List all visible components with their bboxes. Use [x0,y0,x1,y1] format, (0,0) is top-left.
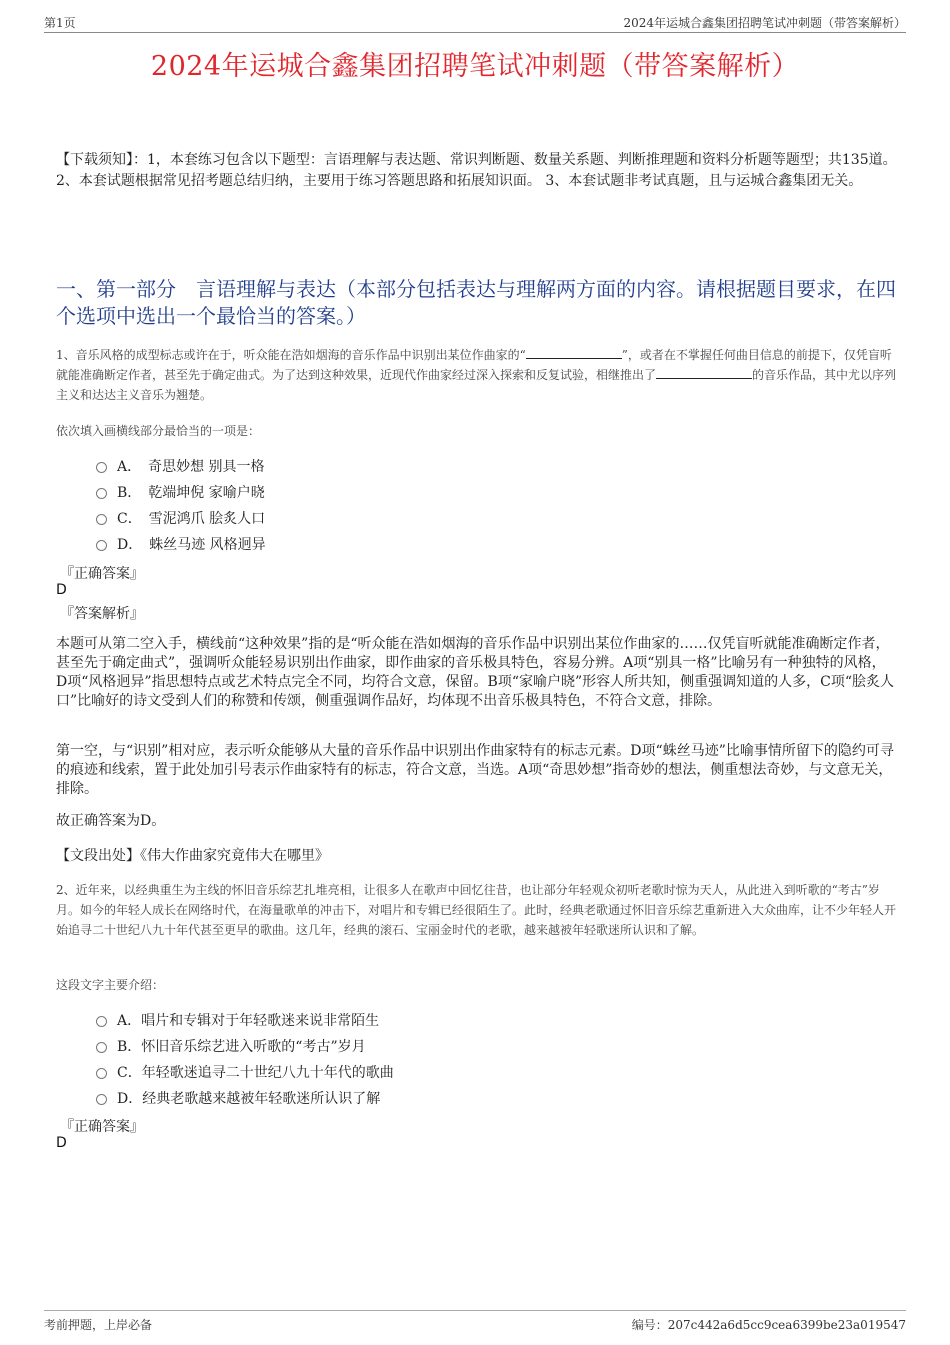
blank-2 [656,366,752,379]
radio-icon[interactable] [96,1094,107,1105]
option-label: D．经典老歌越来越被年轻歌迷所认识了解 [117,1091,381,1107]
footer-serial-number: 编号：207c442a6d5cc9cea6399be23a019547 [631,1318,906,1332]
radio-icon[interactable] [96,540,107,551]
question-1-option-a[interactable] [96,453,796,479]
question-1-analysis-paragraph-2: 第一空，与“识别”相对应，表示听众能够从大量的音乐作品中识别出作曲家特有的标志元素。D项“蛛丝马迹”比喻事情所留下的隐约可寻的痕迹和线索，置于此处加引号表示作曲家特有的标志，符合文意，当选。A项“奇思妙想”指奇妙的想法，侧重想法奇妙，与文意无关，排除。 [56,743,894,797]
radio-icon[interactable] [96,488,107,499]
question-1-analysis-paragraph-1: 本题可从第二空入手，横线前“这种效果”指的是“听众能在浩如烟海的音乐作品中识别出某位作曲家的……仅凭盲听就能准确断定作者，甚至先于确定曲式”，强调听众能轻易识别出作曲家，即作曲家的音乐极具特色，容易分辨。A项“别具一格”比喻另有一种独特的风格，D项“风格迥异”指思想特点或艺术特点完全不同，均符合文意，保留。B项“家喻户晓”形容人所共知，侧重强调知道的人多，C项“脍炙人口”比喻好的诗文受到人们的称赞和传颂，侧重强调作品好，均体现不出音乐极具特色，不符合文意，排除。 [56,636,895,709]
header-divider [44,32,906,33]
option-label: A． 奇思妙想 别具一格 [117,459,265,475]
radio-icon[interactable] [96,1042,107,1053]
question-1-stem [56,345,898,405]
option-label: C．年轻歌迷追寻二十世纪八九十年代的歌曲 [117,1065,394,1081]
radio-icon[interactable] [96,462,107,473]
download-notice: 【下载须知】：1，本套练习包含以下题型：言语理解与表达题、常识判断题、数量关系题、判断推理题和资料分析题等题型；共135道。 2、本套试题根据常见招考题总结归纳，主要用于练习答题思路和拓展知识面。 3、本套试题非考试真题，且与运城合鑫集团无关。 [56,152,897,189]
question-1-stem-part3: 的音乐作品，其中尤以序列主义和达达主义音乐为翘楚。 [56,368,897,402]
option-label: D． 蛛丝马迹 风格迥异 [117,537,266,553]
question-2-prompt: 这段文字主要介绍： [56,978,165,992]
question-1-options [96,453,796,557]
section-heading: 一、第一部分 言语理解与表达（本部分包括表达与理解两方面的内容。请根据题目要求，在四个选项中选出一个最恰当的答案。） [56,277,896,328]
question-1-option-b[interactable] [96,479,796,505]
header-doc-title: 2024年运城合鑫集团招聘笔试冲刺题（带答案解析） [623,16,906,30]
question-1-conclusion: 故正确答案为D。 [56,813,166,829]
radio-icon[interactable] [96,1068,107,1079]
question-1-answer-label: 『正确答案』 [60,566,144,582]
question-2-answer-label: 『正确答案』 [60,1119,144,1135]
blank-1 [526,346,622,359]
option-label: B．怀旧音乐综艺进入听歌的“考古”岁月 [117,1039,366,1055]
option-label: A．唱片和专辑对于年轻歌迷来说非常陌生 [117,1013,380,1029]
question-1-option-d[interactable] [96,531,796,557]
question-1-stem-part2: ”，或者在不掌握任何曲目信息的前提下，仅凭盲听就能准确断定作者，甚至先于确定曲式。为了达到这种效果，近现代作曲家经过深入探索和反复试验，相继推出了 [56,348,892,382]
question-1-prompt: 依次填入画横线部分最恰当的一项是： [56,424,261,438]
option-label: B． 乾端坤倪 家喻户晓 [117,485,265,501]
question-2-option-c[interactable] [96,1059,796,1085]
radio-icon[interactable] [96,514,107,525]
question-2-option-b[interactable] [96,1033,796,1059]
option-label: C． 雪泥鸿爪 脍炙人口 [117,511,266,527]
question-1-stem-part1: 1、音乐风格的成型标志或许在于，听众能在浩如烟海的音乐作品中识别出某位作曲家的“ [56,348,526,362]
question-1-source: 【文段出处】《伟大作曲家究竟伟大在哪里》 [56,848,329,864]
question-1-option-c[interactable] [96,505,796,531]
footer-divider [44,1310,906,1311]
radio-icon[interactable] [96,1016,107,1027]
question-1-answer: D [56,582,67,598]
page-number: 第1页 [44,16,76,30]
question-1-analysis-label: 『答案解析』 [60,606,144,622]
footer-slogan: 考前押题，上岸必备 [44,1318,153,1332]
question-2-answer: D [56,1135,67,1151]
question-2-option-d[interactable] [96,1085,796,1111]
question-2-option-a[interactable] [96,1007,796,1033]
question-2-stem: 2、近年来，以经典重生为主线的怀旧音乐综艺扎堆亮相，让很多人在歌声中回忆往昔，也让部分年轻观众初听老歌时惊为天人，从此进入到听歌的“考古”岁月。如今的年轻人成长在网络时代，在海量歌单的冲击下，对唱片和专辑已经很陌生了。此时，经典老歌通过怀旧音乐综艺重新进入大众曲库，让不少年轻人开始追寻二十世纪八九十年代甚至更早的歌曲。这几年，经典的滚石、宝丽金时代的老歌，越来越被年轻歌迷所认识和了解。 [56,883,897,937]
question-2-options [96,1007,796,1111]
document-title: 2024年运城合鑫集团招聘笔试冲刺题（带答案解析） [150,51,800,82]
